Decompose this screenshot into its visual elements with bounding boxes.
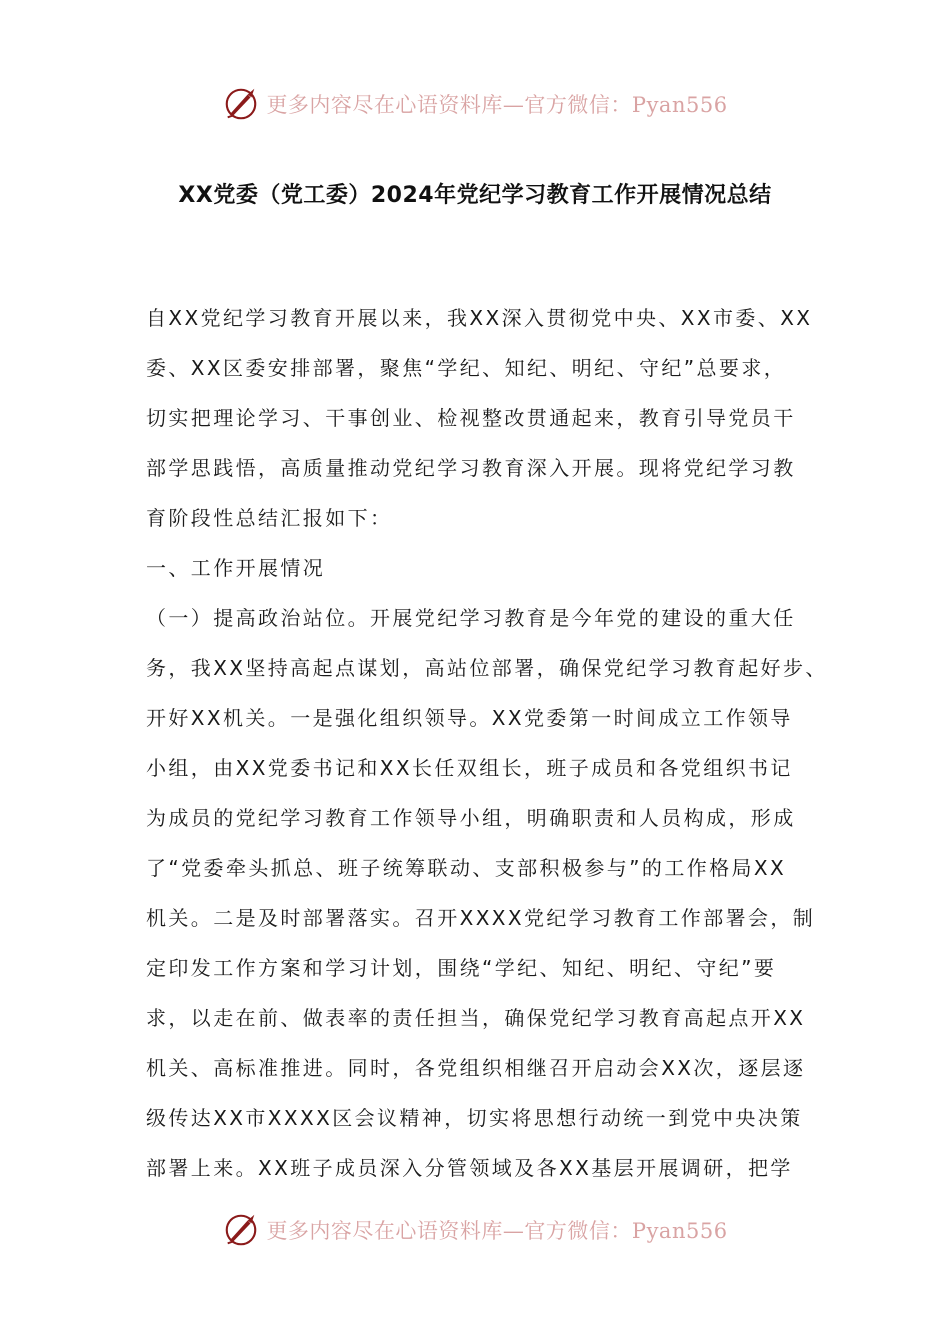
- watermark-text: 更多内容尽在心语资料库—官方微信：Pyan556: [266, 1219, 728, 1243]
- section-heading: 一、工作开展情况: [146, 556, 326, 580]
- body-line: 定印发工作方案和学习计划，围绕“学纪、知纪、明纪、守纪”要: [146, 956, 777, 980]
- body-line: 级传达XX市XXXX区会议精神，切实将思想行动统一到党中央决策: [146, 1106, 803, 1130]
- body-line: 部学思践悟，高质量推动党纪学习教育深入开展。现将党纪学习教: [146, 456, 796, 480]
- body-line: 为成员的党纪学习教育工作领导小组，明确职责和人员构成，形成: [146, 806, 796, 830]
- quill-pen-logo-icon: [222, 85, 260, 123]
- body-line: 开好XX机关。一是强化组织领导。XX党委第一时间成立工作领导: [146, 706, 793, 730]
- body-line: 部署上来。XX班子成员深入分管领域及各XX基层开展调研，把学: [146, 1156, 793, 1180]
- body-line: 切实把理论学习、干事创业、检视整改贯通起来，教育引导党员干: [146, 406, 796, 430]
- body-line: 自XX党纪学习教育开展以来，我XX深入贯彻党中央、XX市委、XX: [146, 306, 813, 330]
- document-body: [146, 293, 836, 1193]
- watermark-text: 更多内容尽在心语资料库—官方微信：Pyan556: [266, 93, 728, 117]
- body-line: 小组，由XX党委书记和XX长任双组长，班子成员和各党组织书记: [146, 756, 793, 780]
- body-line: 育阶段性总结汇报如下：: [146, 506, 393, 530]
- body-line: 了“党委牵头抓总、班子统筹联动、支部积极参与”的工作格局XX: [146, 856, 787, 880]
- body-line: 机关、高标准推进。同时，各党组织相继召开启动会XX次，逐层逐: [146, 1056, 806, 1080]
- watermark-header: [0, 82, 950, 126]
- body-line: （一）提高政治站位。开展党纪学习教育是今年党的建设的重大任: [146, 606, 796, 630]
- quill-pen-logo-icon: [222, 1211, 260, 1249]
- body-line: 务，我XX坚持高起点谋划，高站位部署，确保党纪学习教育起好步、: [146, 656, 828, 680]
- body-line: 委、XX区委安排部署，聚焦“学纪、知纪、明纪、守纪”总要求，: [146, 356, 787, 380]
- document-title: XX党委（党工委）2024年党纪学习教育工作开展情况总结: [178, 183, 772, 208]
- watermark-footer: [0, 1208, 950, 1252]
- body-line: 求，以走在前、做表率的责任担当，确保党纪学习教育高起点开XX: [146, 1006, 806, 1030]
- body-line: 机关。二是及时部署落实。召开XXXX党纪学习教育工作部署会，制: [146, 906, 816, 930]
